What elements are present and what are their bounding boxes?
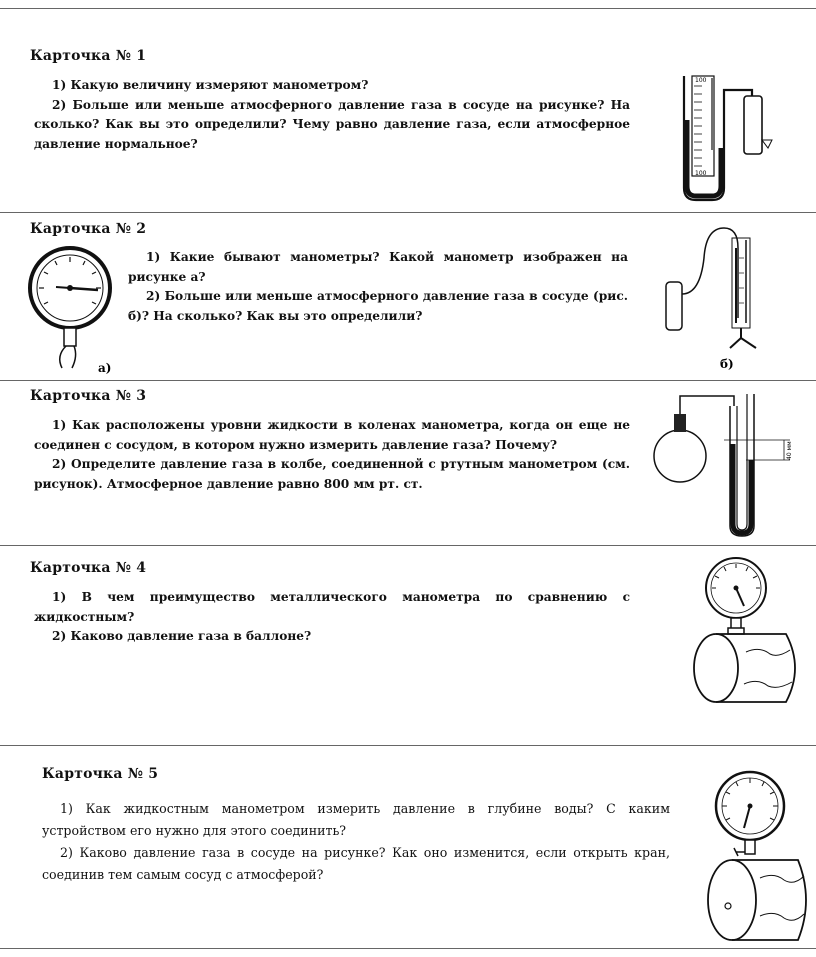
card-1-question-2: 2) Больше или меньше атмосферного давление газа в сосуде на рисунке? На сколько? Как вы это определили? Чему равно давление газа, если атмосферное давление нормальное?	[34, 97, 630, 151]
card-3-question-1: 1) Как расположены уровни жидкости в коленах манометра, когда он еще не соединен с сосудом, в котором нужно измерить давление газа? Почему?	[34, 418, 630, 452]
card-5-questions	[42, 798, 670, 886]
card-1-title: Карточка № 1	[30, 48, 147, 64]
card-2-questions	[128, 248, 628, 326]
card-4-title: Карточка № 4	[30, 560, 147, 576]
scale-label-bottom: 100	[695, 170, 707, 177]
gas-cylinder-with-gauge-figure	[686, 550, 806, 710]
flask-mercury-manometer-figure	[650, 384, 800, 544]
u-tube-manometer-figure	[672, 70, 792, 210]
separator-rule	[0, 745, 816, 746]
height-difference-label: 40 мм	[786, 441, 793, 460]
card-5-question-1: 1) Как жидкостным манометром измерить давление в глубине воды? С каким устройством его нужно для этого соединить?	[42, 801, 670, 838]
dial-manometer-figure-a	[26, 244, 122, 376]
card-4-question-2: 2) Каково давление газа в баллоне?	[52, 629, 312, 643]
card-4-question-1: 1) В чем преимущество металлического манометра по сравнению с жидкостным?	[34, 590, 630, 624]
separator-rule	[0, 948, 816, 949]
scale-label-top: 100	[695, 77, 707, 84]
card-5-question-2: 2) Каково давление газа в сосуде на рисунке? Как оно изменится, если открыть кран, соединив тем самым сосуд с атмосферой?	[42, 845, 670, 882]
card-2-question-1: 1) Какие бывают манометры? Какой манометр изображен на рисунке а?	[128, 250, 628, 284]
card-5-title: Карточка № 5	[42, 766, 159, 782]
card-2-title: Карточка № 2	[30, 221, 147, 237]
separator-rule	[0, 380, 816, 381]
card-3-question-2: 2) Определите давление газа в колбе, соединенной с ртутным манометром (см. рисунок). Атмосферное давление равно 800 мм рт. ст.	[34, 457, 630, 491]
liquid-manometer-figure-b	[660, 218, 780, 378]
figure-label-a: а)	[98, 361, 112, 375]
separator-rule	[0, 545, 816, 546]
figure-label-b: б)	[720, 357, 734, 371]
card-3-title: Карточка № 3	[30, 388, 147, 404]
card-2-question-2: 2) Больше или меньше атмосферного давление газа в сосуде (рис. б)? На сколько? Как вы это определили?	[128, 289, 628, 323]
separator-rule	[0, 8, 816, 9]
separator-rule	[0, 212, 816, 213]
vessel-with-gauge-and-valve-figure	[698, 760, 814, 948]
card-1-questions	[34, 76, 630, 154]
card-1-question-1: 1) Какую величину измеряют манометром?	[52, 78, 369, 92]
card-4-questions	[34, 588, 630, 647]
card-3-questions	[34, 416, 630, 494]
